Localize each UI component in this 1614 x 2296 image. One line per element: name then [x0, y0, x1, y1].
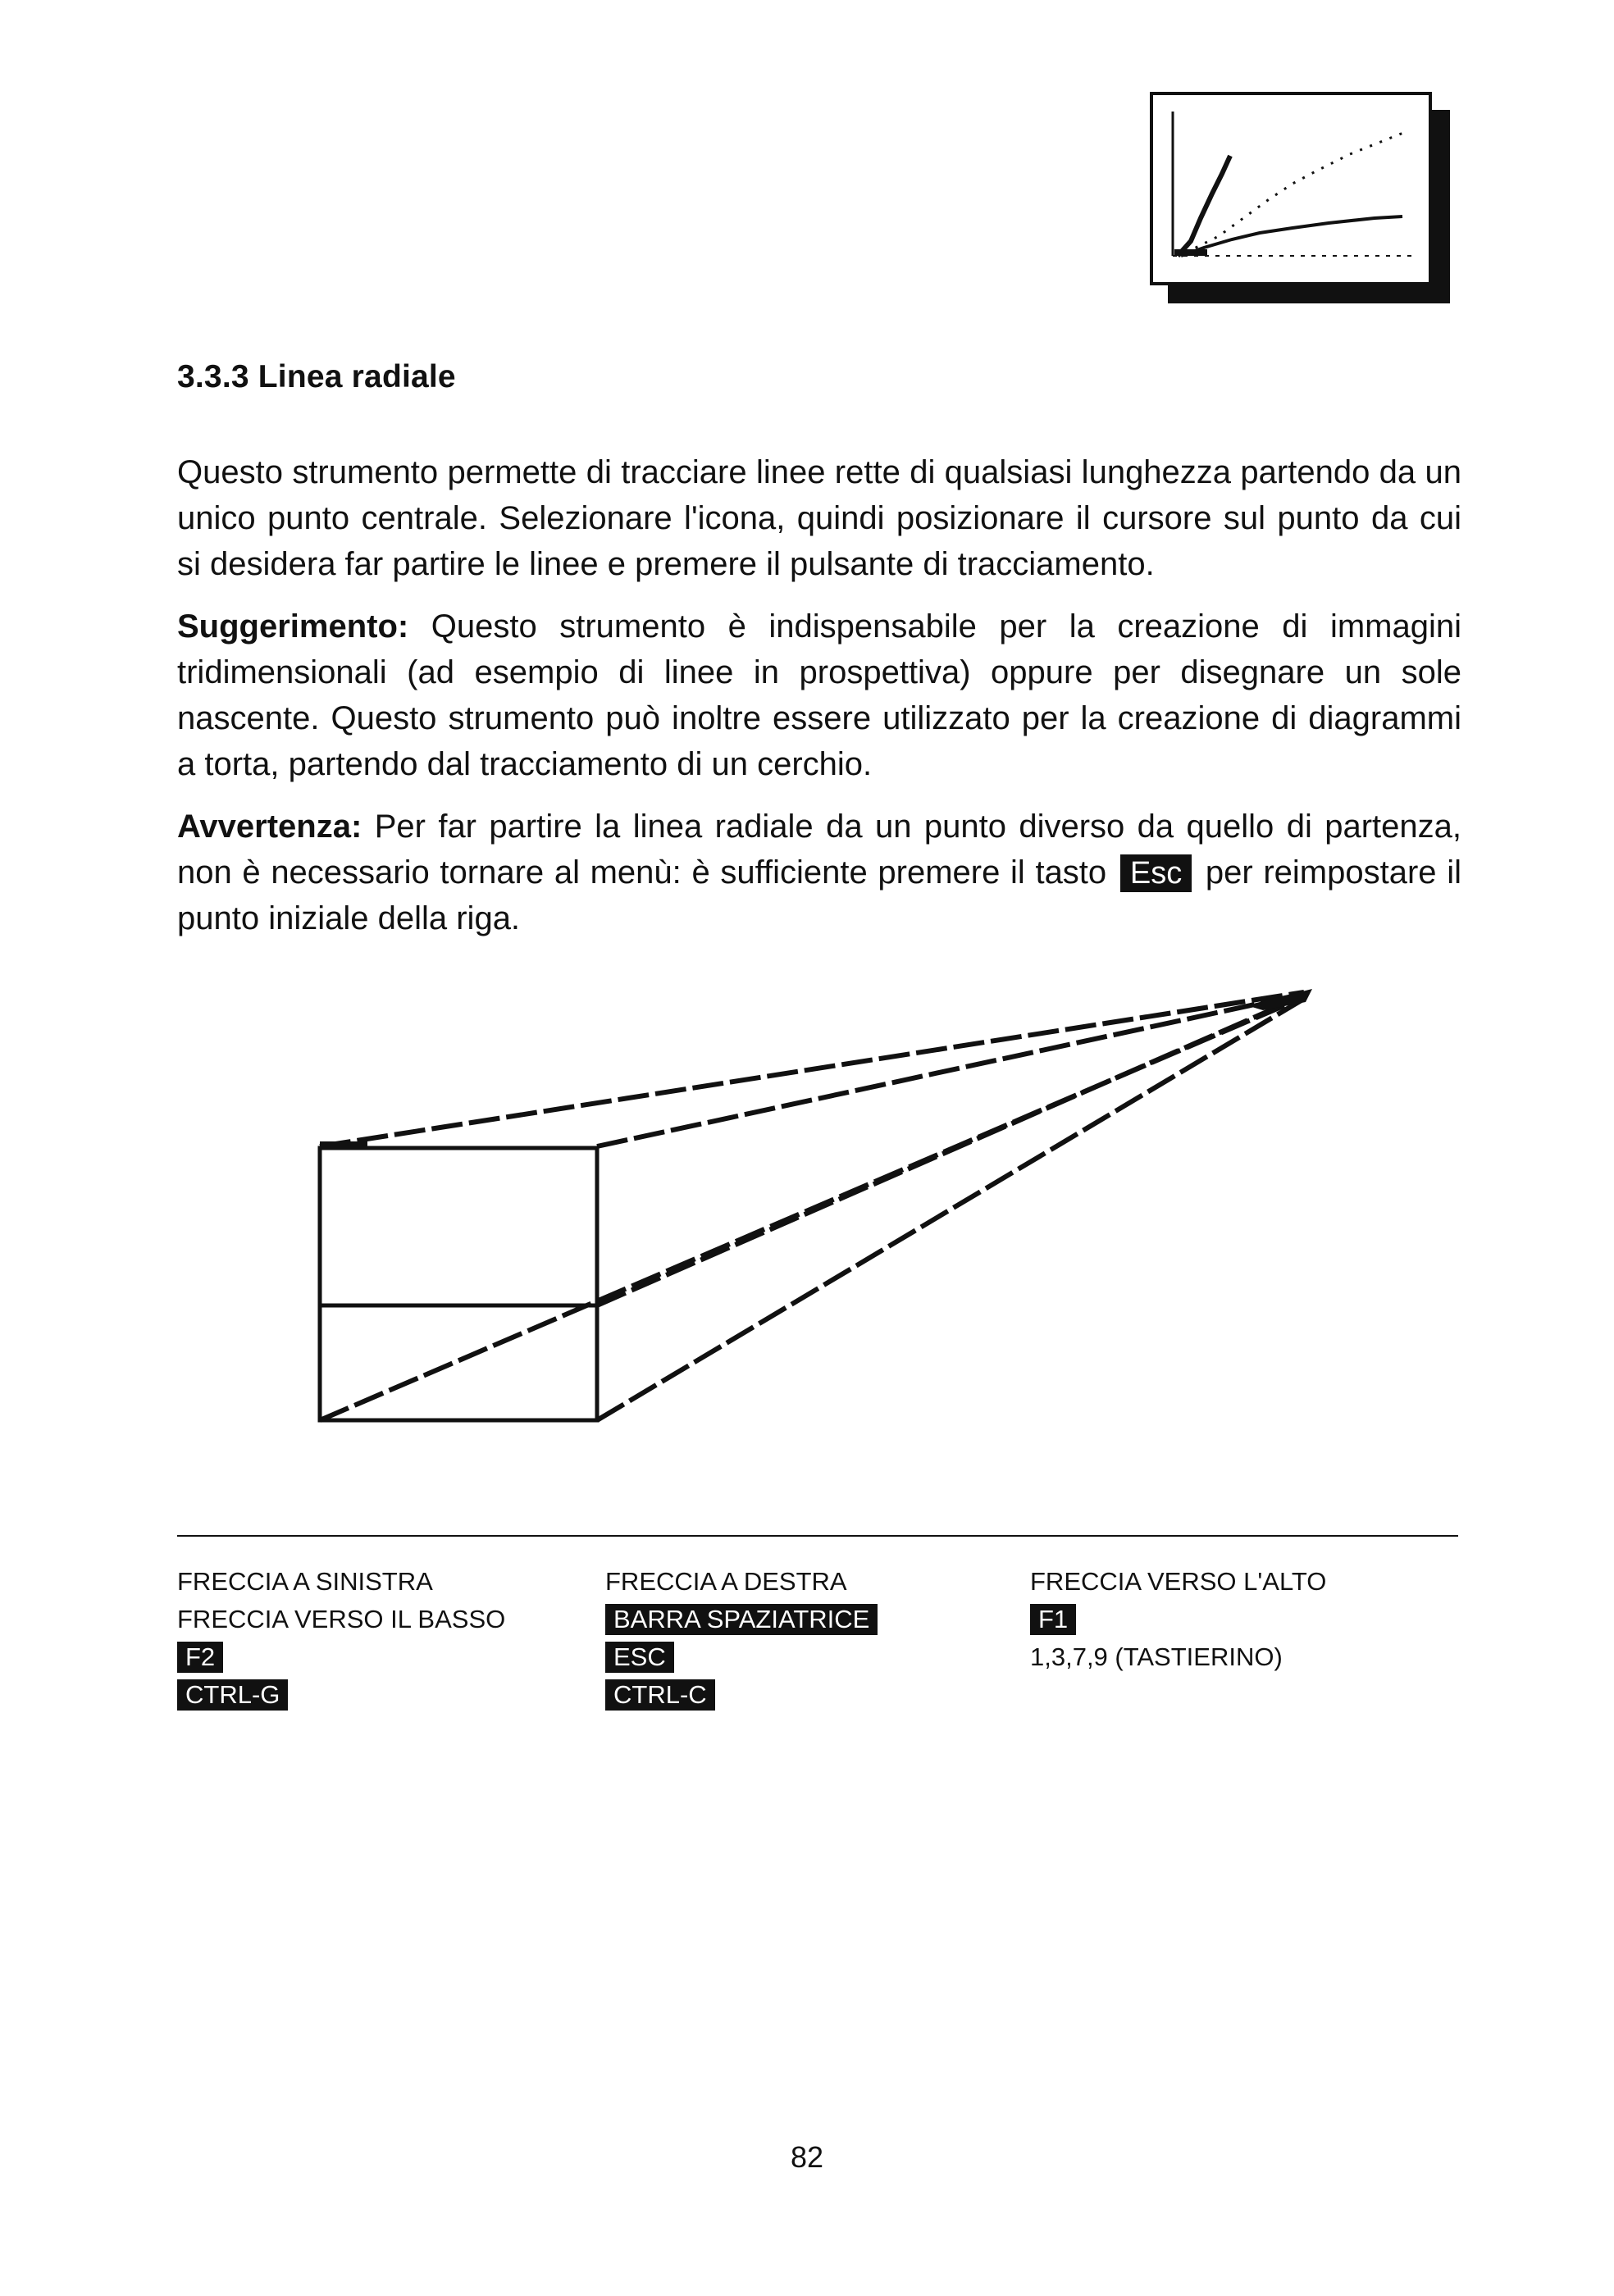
tip-text: Questo strumento è indispensabile per la creazione di immagini tridimensionali (ad esempio di linee in prospettiva) oppure per disegnare un sole nascente. Questo strumento può inoltre essere utilizzato per la creazione di diagrammi a torta, partendo dal tracciamento di un cerchio.	[177, 608, 1461, 782]
key-esc: ESC	[605, 1642, 674, 1673]
key-label-keypad: 1,3,7,9 (TASTIERINO)	[1030, 1642, 1283, 1671]
key-column-2	[605, 1563, 878, 1714]
radial-line-bottom-left	[320, 997, 1304, 1420]
key-label-left-arrow: FRECCIA A SINISTRA	[177, 1567, 433, 1596]
intro-paragraph: Questo strumento permette di tracciare linee rette di qualsiasi lunghezza partendo da un unico punto centrale. Selezionare l'icona, quindi posizionare il cursore sul punto da cui si desidera far partire le linee e premere il pulsante di tracciamento.	[177, 454, 1461, 582]
key-label-up-arrow: FRECCIA VERSO L'ALTO	[1030, 1567, 1327, 1596]
warning-label: Avvertenza:	[177, 809, 362, 845]
tip-label: Suggerimento:	[177, 608, 409, 645]
radial-line-top-right	[597, 994, 1304, 1146]
key-f2: F2	[177, 1642, 223, 1673]
radial-line-bottom-right	[597, 999, 1304, 1420]
radial-line-top-left	[320, 992, 1304, 1146]
key-f1: F1	[1030, 1604, 1076, 1635]
key-ctrl-c: CTRL-C	[605, 1679, 715, 1711]
key-spacebar: BARRA SPAZIATRICE	[605, 1604, 878, 1635]
key-label-down-arrow: FRECCIA VERSO IL BASSO	[177, 1605, 506, 1633]
key-column-3	[1030, 1563, 1326, 1676]
section-heading: 3.3.3 Linea radiale	[177, 359, 456, 394]
esc-key-badge: Esc	[1120, 854, 1192, 892]
divider-line	[177, 1535, 1458, 1537]
warning-text-after: per reimpostare il punto iniziale della riga.	[177, 854, 1461, 936]
key-column-1	[177, 1563, 505, 1714]
key-label-right-arrow: FRECCIA A DESTRA	[605, 1567, 847, 1596]
box-front-face	[320, 1148, 597, 1420]
page-number: 82	[790, 2140, 824, 2174]
key-ctrl-g: CTRL-G	[177, 1679, 288, 1711]
warning-text-before: Per far partire la linea radiale da un punto diverso da quello di partenza, non è necessario tornare al menù: è sufficiente premere il tasto	[177, 809, 1462, 891]
